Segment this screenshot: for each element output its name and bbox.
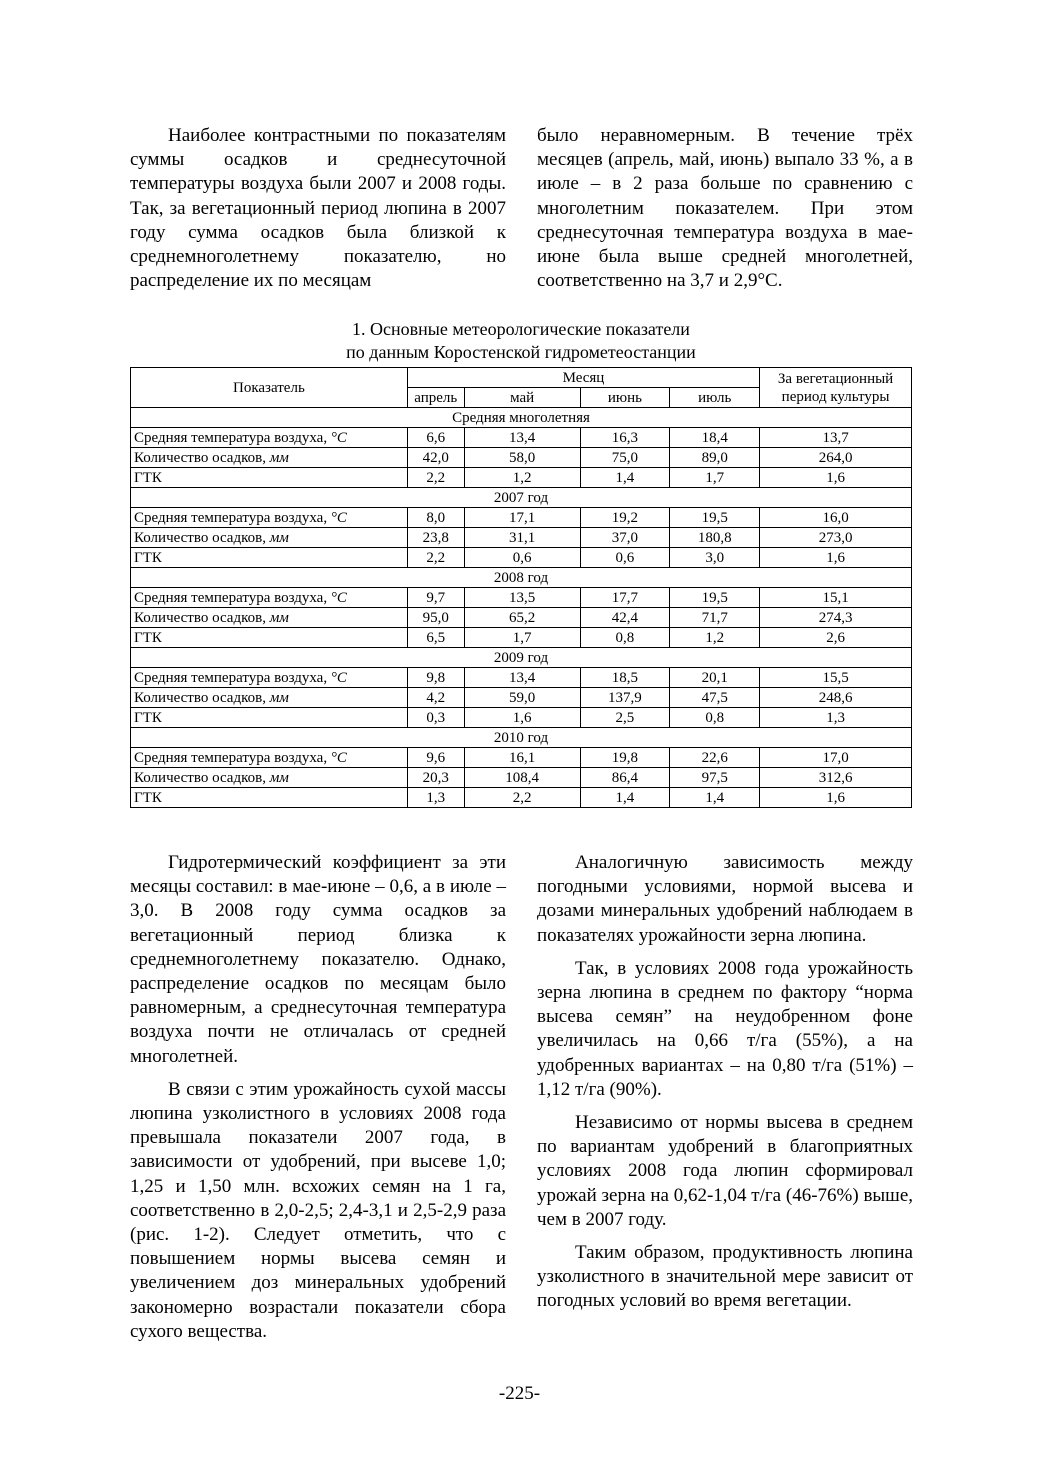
table-cell: 17,1 xyxy=(464,508,580,528)
table-cell: 23,8 xyxy=(407,528,464,548)
table-cell: 9,6 xyxy=(407,748,464,768)
table-row xyxy=(131,668,912,688)
table-cell: 89,0 xyxy=(670,448,760,468)
row-label xyxy=(131,768,408,788)
bottom-right-column xyxy=(537,851,913,1314)
table-cell: 86,4 xyxy=(580,768,670,788)
table-row xyxy=(131,628,912,648)
table-cell: 1,4 xyxy=(670,788,760,808)
table-cell: 15,5 xyxy=(760,668,912,688)
table-cell: 248,6 xyxy=(760,688,912,708)
top-right-column xyxy=(537,124,913,293)
table-cell: 2,2 xyxy=(407,468,464,488)
table-cell: 108,4 xyxy=(464,768,580,788)
table-cell: 264,0 xyxy=(760,448,912,468)
table-cell: 1,2 xyxy=(464,468,580,488)
paragraph: было неравномерным. В течение трёх месяцев (апрель, май, июнь) выпало 33 %, а в июле – в 2 раза больше по сравнению с многолетним показателем. При этом среднесуточная температура воздуха в мае-июне была выше средней многолетней, соответственно на 3,7 и 2,9°С. xyxy=(537,125,913,292)
header-month: Месяц xyxy=(407,368,759,388)
row-label xyxy=(131,588,408,608)
row-label-text: Средняя температура воздуха, xyxy=(134,669,328,686)
table-cell: 137,9 xyxy=(580,688,670,708)
row-label-text: Количество осадков, xyxy=(134,449,266,466)
row-label-unit: мм xyxy=(269,529,289,546)
table-cell: 75,0 xyxy=(580,448,670,468)
table-cell: 42,4 xyxy=(580,608,670,628)
table-cell: 1,3 xyxy=(407,788,464,808)
table-cell: 31,1 xyxy=(464,528,580,548)
table-cell: 95,0 xyxy=(407,608,464,628)
table-cell: 6,5 xyxy=(407,628,464,648)
section-row xyxy=(131,408,912,428)
paragraph: Так, в условиях 2008 года урожайность зерна люпина в среднем по фактору “норма высева семян” на неудобренном фоне увеличилась на 0,66 т/га (55%), а на удобренных вариантах – на 0,80 т/га (51%) – 1,12 т/га (90%). xyxy=(537,957,913,1100)
table-cell: 37,0 xyxy=(580,528,670,548)
table-cell: 18,5 xyxy=(580,668,670,688)
row-label-unit: °С xyxy=(330,749,347,766)
table-cell: 1,6 xyxy=(760,468,912,488)
table-row xyxy=(131,508,912,528)
page-number: -225- xyxy=(498,1383,541,1404)
row-label-text: ГТК xyxy=(134,709,162,726)
table-cell: 20,1 xyxy=(670,668,760,688)
row-label-text: ГТК xyxy=(134,469,162,486)
row-label-unit: °С xyxy=(330,589,347,606)
table-cell: 4,2 xyxy=(407,688,464,708)
table-cell: 19,5 xyxy=(670,588,760,608)
table-cell: 20,3 xyxy=(407,768,464,788)
table-cell: 22,6 xyxy=(670,748,760,768)
meteo-table xyxy=(130,367,912,808)
table-cell: 2,2 xyxy=(407,548,464,568)
row-label xyxy=(131,708,408,728)
table-row xyxy=(131,788,912,808)
table-caption-line: по данным Коростенской гидрометеостанции xyxy=(346,342,696,362)
section-row xyxy=(131,568,912,588)
row-label-unit: мм xyxy=(269,449,289,466)
row-label xyxy=(131,668,408,688)
table-cell: 42,0 xyxy=(407,448,464,468)
table-cell: 65,2 xyxy=(464,608,580,628)
row-label xyxy=(131,528,408,548)
header-month-name: июнь xyxy=(580,388,670,408)
table-cell: 6,6 xyxy=(407,428,464,448)
table-row xyxy=(131,748,912,768)
section-title: 2010 год xyxy=(131,728,912,748)
table-cell: 59,0 xyxy=(464,688,580,708)
row-label-unit: мм xyxy=(269,609,289,626)
table-cell: 1,3 xyxy=(760,708,912,728)
paragraph: Аналогичную зависимость между погодными условиями, нормой высева и дозами минеральных удобрений наблюдаем в показателях урожайности зерна люпина. xyxy=(537,852,913,946)
table-cell: 17,7 xyxy=(580,588,670,608)
table-cell: 19,8 xyxy=(580,748,670,768)
row-label-text: Количество осадков, xyxy=(134,609,266,626)
table-cell: 58,0 xyxy=(464,448,580,468)
table-cell: 1,7 xyxy=(670,468,760,488)
table-cell: 13,5 xyxy=(464,588,580,608)
row-label-unit: °С xyxy=(330,429,347,446)
row-label-text: Количество осадков, xyxy=(134,529,266,546)
table-cell: 18,4 xyxy=(670,428,760,448)
row-label-text: ГТК xyxy=(134,549,162,566)
top-left-column xyxy=(130,124,506,293)
table-cell: 13,7 xyxy=(760,428,912,448)
table-cell: 1,2 xyxy=(670,628,760,648)
header-season-line: За вегетационный xyxy=(777,370,894,387)
table-cell: 312,6 xyxy=(760,768,912,788)
table-cell: 16,3 xyxy=(580,428,670,448)
row-label xyxy=(131,688,408,708)
table-cell: 1,7 xyxy=(464,628,580,648)
row-label xyxy=(131,548,408,568)
table-caption xyxy=(130,318,912,364)
row-label-text: Средняя температура воздуха, xyxy=(134,589,328,606)
section-title: Средняя многолетняя xyxy=(131,408,912,428)
row-label-text: ГТК xyxy=(134,629,162,646)
table-cell: 16,1 xyxy=(464,748,580,768)
section-row xyxy=(131,488,912,508)
row-label xyxy=(131,628,408,648)
row-label xyxy=(131,428,408,448)
section-row xyxy=(131,728,912,748)
table-cell: 9,7 xyxy=(407,588,464,608)
table-cell: 1,4 xyxy=(580,788,670,808)
table-cell: 19,5 xyxy=(670,508,760,528)
table-cell: 9,8 xyxy=(407,668,464,688)
header-indicator: Показатель xyxy=(131,368,408,408)
paragraph: Таким образом, продуктивность люпина узколистного в значительной мере зависит от погодных условий во время вегетации. xyxy=(537,1242,913,1312)
table-cell: 97,5 xyxy=(670,768,760,788)
table-cell: 2,5 xyxy=(580,708,670,728)
table-row xyxy=(131,548,912,568)
row-label xyxy=(131,748,408,768)
header-month-name: апрель xyxy=(407,388,464,408)
row-label-unit: °С xyxy=(330,669,347,686)
table-cell: 0,8 xyxy=(670,708,760,728)
row-label-text: Средняя температура воздуха, xyxy=(134,749,328,766)
row-label xyxy=(131,468,408,488)
table-cell: 1,4 xyxy=(580,468,670,488)
table-cell: 47,5 xyxy=(670,688,760,708)
header-month-name: май xyxy=(464,388,580,408)
table-cell: 2,6 xyxy=(760,628,912,648)
table-cell: 1,6 xyxy=(464,708,580,728)
section-title: 2008 год xyxy=(131,568,912,588)
section-title: 2009 год xyxy=(131,648,912,668)
table-body xyxy=(131,408,912,808)
paragraph: Наиболее контрастными по показателям суммы осадков и среднесуточной температуры воздуха были 2007 и 2008 годы. Так, за вегетационный период люпина в 2007 году сумма осадков была близкой к среднемноголетнему показателю, но распределение их по месяцам xyxy=(130,125,506,292)
table-cell: 16,0 xyxy=(760,508,912,528)
table-cell: 8,0 xyxy=(407,508,464,528)
table-cell: 2,2 xyxy=(464,788,580,808)
paragraph: В связи с этим урожайность сухой массы люпина узколистного в условиях 2008 года превышала показатели 2007 года, в зависимости от удобрений, при высеве 1,0; 1,25 и 1,50 млн. всхожих семян на 1 га, соответственно в 2,0-2,5; 2,4-3,1 и 2,5-2,9 раза (рис. 1-2). Следует отметить, что с повышением нормы высева семян и увеличением доз минеральных удобрений закономерно возрастали показатели сбора сухого вещества. xyxy=(130,1078,506,1342)
table-cell: 274,3 xyxy=(760,608,912,628)
section-row xyxy=(131,648,912,668)
paragraph: Гидротермический коэффициент за эти месяцы составил: в мае-июне – 0,6, а в июле – 3,0. В 2008 году сумма осадков за вегетационный период близка к среднемноголетнему показателю. Однако, распределение осадков по месяцам было равномерным, а среднесуточная температура воздуха почти не отличалась от средней многолетней. xyxy=(130,852,506,1067)
row-label xyxy=(131,508,408,528)
table-row xyxy=(131,708,912,728)
header-month-name: июль xyxy=(670,388,760,408)
row-label-text: ГТК xyxy=(134,789,162,806)
table-cell: 1,6 xyxy=(760,788,912,808)
table-cell: 0,6 xyxy=(464,548,580,568)
row-label-unit: °С xyxy=(330,509,347,526)
table-cell: 71,7 xyxy=(670,608,760,628)
table-cell: 1,6 xyxy=(760,548,912,568)
table-row xyxy=(131,608,912,628)
row-label-unit: мм xyxy=(269,769,289,786)
table-cell: 0,8 xyxy=(580,628,670,648)
table-row xyxy=(131,528,912,548)
table-cell: 13,4 xyxy=(464,668,580,688)
row-label-unit: мм xyxy=(269,689,289,706)
row-label-text: Количество осадков, xyxy=(134,689,266,706)
section-title: 2007 год xyxy=(131,488,912,508)
table-row xyxy=(131,468,912,488)
row-label xyxy=(131,608,408,628)
table-caption-line: 1. Основные метеорологические показатели xyxy=(352,319,690,339)
table-cell: 17,0 xyxy=(760,748,912,768)
table-cell: 3,0 xyxy=(670,548,760,568)
table-cell: 0,6 xyxy=(580,548,670,568)
table-row xyxy=(131,688,912,708)
table-cell: 19,2 xyxy=(580,508,670,528)
table-row xyxy=(131,448,912,468)
table-row xyxy=(131,588,912,608)
table-cell: 13,4 xyxy=(464,428,580,448)
table-row xyxy=(131,428,912,448)
table-cell: 180,8 xyxy=(670,528,760,548)
row-label xyxy=(131,788,408,808)
paragraph: Независимо от нормы высева в среднем по вариантам удобрений в благоприятных условиях 2008 года люпин сформировал урожай зерна на 0,62-1,04 т/га (46-76%) выше, чем в 2007 году. xyxy=(537,1112,913,1230)
table-cell: 273,0 xyxy=(760,528,912,548)
table-cell: 15,1 xyxy=(760,588,912,608)
table-cell: 0,3 xyxy=(407,708,464,728)
header-season xyxy=(760,368,912,408)
row-label-text: Средняя температура воздуха, xyxy=(134,429,328,446)
header-season-line: период культуры xyxy=(781,388,890,405)
row-label-text: Количество осадков, xyxy=(134,769,266,786)
row-label-text: Средняя температура воздуха, xyxy=(134,509,328,526)
table-row xyxy=(131,768,912,788)
bottom-left-column xyxy=(130,851,506,1344)
row-label xyxy=(131,448,408,468)
